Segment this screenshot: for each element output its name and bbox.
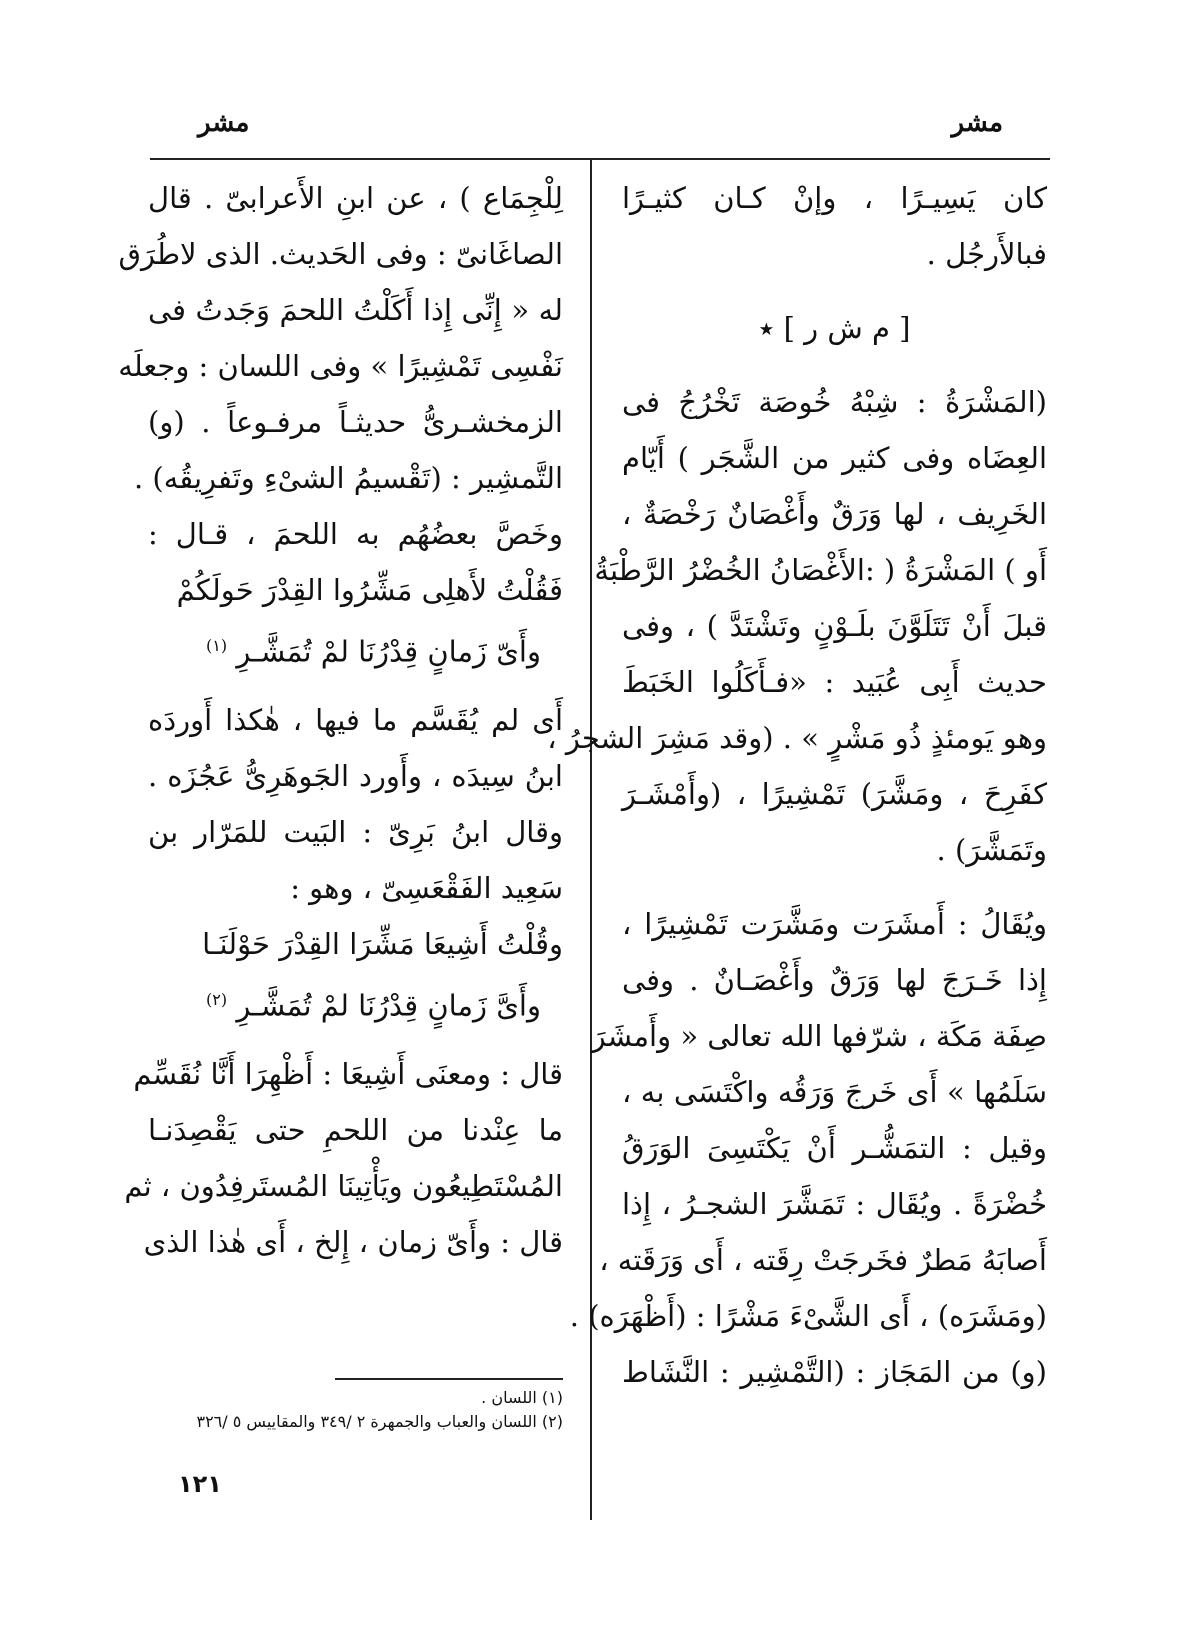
text-line: أَو ) المَشْرَةُ ( :الأَغْصَانُ الخُضْرُ الرَّطْبَةُ: [594, 553, 1047, 587]
text-line: فبالأَرجُل .: [926, 237, 1047, 271]
running-header-right: مشر: [951, 108, 1003, 138]
text-line: قبلَ أَنْ تَتَلَوَّنَ بلَـوْنٍ وتَشْتَدَّ ) ، وفى: [622, 609, 1047, 643]
text-line: قال : وأَىّ زمان ، إِلخ ، أَى هٰذا الذى: [143, 1225, 563, 1259]
text-line: العِضَاه وفى كثير من الشَّجَر ) أَيّام: [622, 441, 1047, 475]
text-line: الخَرِيف ، لها وَرَقٌ وأَغْصَانٌ رَخْصَةٌ ،: [622, 497, 1047, 531]
text-line: كان يَسِيـرًا ، وإنْ كـان كثيـرًا: [622, 181, 1047, 215]
text-line: المُسْتَطِيعُون ويَأْتِينَا المُستَرفِدُون ، ثم: [124, 1169, 563, 1203]
text-line: سَلَمُها » أَى خَرجَ وَرَقُه واكْتَسَى به ،: [622, 1075, 1047, 1109]
text-line: خُضْرَةً . ويُقَال : تَمَشَّرَ الشجـرُ ، إِذا: [622, 1187, 1047, 1221]
footnote-marker: (١): [206, 636, 228, 655]
text-line: ابنُ سِيدَه ، وأَورد الجَوهَرِىُّ عَجُزَه .: [148, 759, 563, 793]
footnote-rule: [335, 1378, 563, 1380]
text-line: ويُقَالُ : أَمشَرَت ومَشَّرَت تَمْشِيرًا ،: [622, 907, 1047, 941]
verse-2-text: وأَىَّ زَمانٍ قِدْرُنَا لمْ تُمَشَّـرِ: [236, 988, 541, 1023]
header-rule: [150, 158, 1050, 160]
text-line: نَفْسِى تَمْشِيرًا » وفى اللسان : وجعلَه: [118, 349, 563, 383]
text-line: (و) من المَجَاز : (التَّمْشِير : النَّشَاط: [622, 1355, 1047, 1389]
text-line: سَعِيد الفَقْعَسِىّ ، وهو :: [290, 871, 563, 905]
text-line: الزمخشـرىُّ حديثـاً مرفـوعاً . (و): [148, 405, 563, 439]
text-line: وخَصَّ بعضُهُم به اللحمَ ، قـال :: [148, 517, 563, 551]
footnote: (١) اللسان .: [481, 1388, 563, 1407]
text-line: لِلْجِمَاع ) ، عن ابنِ الأَعرابىّ . قال: [148, 181, 563, 215]
text-line: وقال ابنُ بَرِىّ : البَيت للمَرّار بن: [148, 815, 563, 849]
verse-1-line-1: فَقُلْتُ لأَهلِى مَشِّرُوا القِدْرَ حَولَكُمْ: [176, 573, 563, 607]
text-line: حديث أَبِى عُبَيد : «فـأَكَلُوا الخَبَطَ: [622, 665, 1047, 699]
verse-2-line-1: وقُلْتُ أَشِيعَا مَشِّرَا القِدْرَ حَوْلَنَـا: [202, 927, 563, 961]
text-line: قال : ومعنَى أَشِيعَا : أَظْهِرَا أَنَّا نُقَسِّم: [133, 1057, 563, 1091]
text-line: (ومَشَرَه) ، أَى الشَّىْءَ مَشْرًا : (أَظْهَرَه) .: [569, 1299, 1047, 1333]
text-line: أَى لم يُقَسَّم ما فيها ، هٰكذا أَوردَه: [148, 703, 563, 737]
text-line: وقيل : التمَشُّـر أَنْ يَكْتَسِىَ الوَرَقُ: [622, 1131, 1047, 1165]
text-line: وتَمَشَّرَ) .: [936, 833, 1047, 867]
entry-heading: [ م ش ر ] ٭: [758, 311, 911, 345]
text-line: التَّمشِير : (تَقْسيمُ الشىْءِ وتَفرِيقُه) .: [133, 461, 563, 495]
text-line: وهو يَومئذٍ ذُو مَشْرٍ » . (وقد مَشِرَ الشجرُ ،: [547, 721, 1047, 755]
text-line: له « إِنِّى إِذا أَكَلْتُ اللحمَ وَجَدتُ فى: [148, 293, 563, 327]
footnotes: [148, 1386, 563, 1434]
text-line: كفَرِحَ ، ومَشَّرَ) تَمْشِيرًا ، (وأَمْشَـرَ: [622, 777, 1047, 811]
verse-2-line-2: [148, 972, 563, 1028]
running-header-left: مشر: [198, 108, 250, 138]
verse-1-line-2: [148, 618, 563, 674]
right-column: [547, 170, 1047, 1400]
verse-1-text: وأَىّ زَمانٍ قِدْرُنَا لمْ تُمَشَّـرِ: [236, 634, 541, 669]
text-line: ما عِنْدنا من اللحمِ حتى يَقْصِدَنـا: [148, 1113, 563, 1147]
text-line: صِفَة مَكَة ، شرّفها الله تعالى « وأَمشَرَ: [591, 1019, 1047, 1053]
footnote-marker: (٢): [206, 990, 228, 1009]
text-line: الصاغَانىّ : وفى الحَديث. الذى لاطُرَق: [118, 237, 563, 271]
footnote: (٢) اللسان والعباب والجمهرة ٢ /٣٤٩ والمقاييس ٥ /٣٢٦: [196, 1412, 563, 1431]
page-number: ١٢١: [178, 1470, 222, 1498]
text-line: (المَشْرَةُ : شِبْهُ خُوصَة تَخْرُجُ فى: [622, 385, 1047, 419]
text-line: أَصابَهُ مَطرٌ فخَرجَتْ رِقَته ، أَى وَرَقَته ،: [599, 1243, 1047, 1277]
left-column: [118, 170, 563, 1270]
text-line: إِذا خَـرَجَ لها وَرَقٌ وأَغْصَـانٌ . وفى: [622, 963, 1047, 997]
